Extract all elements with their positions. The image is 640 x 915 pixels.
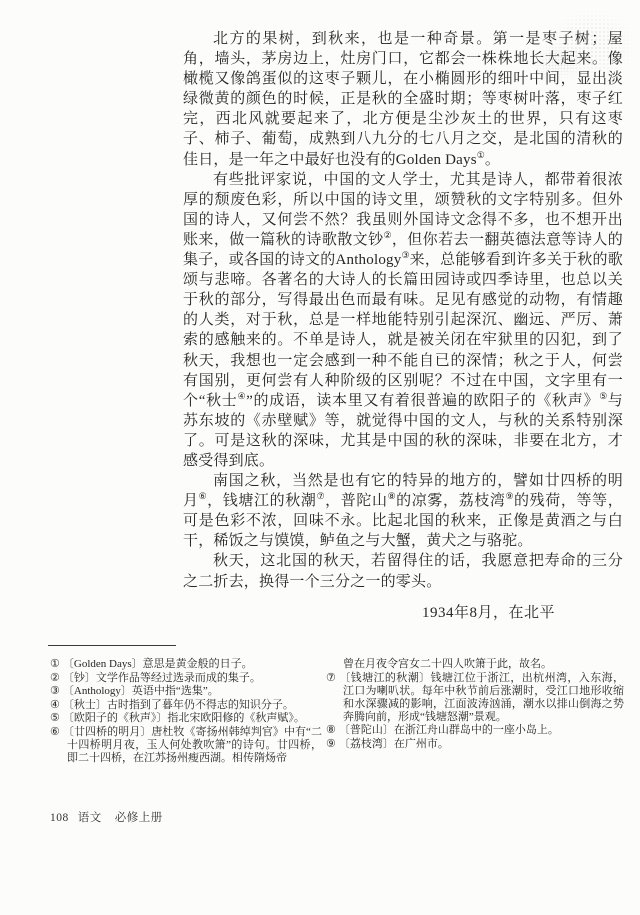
essay-paragraph: 有些批评家说，中国的文人学士，尤其是诗人，都带着很浓厚的颓废色彩，所以中国的诗文里，颂赞秋的文字特别多。但外国的诗人，又何尝不然？我虽则外国诗文念得不多，也不想开出账来，做一篇秋的诗歌散文钞②，但你若去一翻英德法意等诗人的集子，或各国的诗文的Anthology③来，总能够看到许多关于秋的歌颂与悲啼。各著名的大诗人的长篇田园诗或四季诗里，也总以关于秋的部分，写得最出色而最有味。足见有感觉的动物，有情趣的人类，对于秋，总是一样地能特别引起深沉、幽远、严厉、萧索的感触来的。不单是诗人，就是被关闭在牢狱里的囚犯，到了秋天，我想也一定会感到一种不能自已的深情；秋之于人，何尝有国别，更何尝有人种阶级的区别呢？不过在中国，文字里有一个“秋士④”的成语，读本里又有着很普遍的欧阳子的《秋声》⑤与苏东坡的《赤壁赋》等，就觉得中国的文人，与秋的关系特别深了。可是这秋的深味，尤其是中国的秋的深味，非要在北方，才感受得到底。 (183, 171, 624, 469)
footnote-item (50, 672, 322, 685)
footnote-item (50, 699, 322, 712)
essay-paragraph: 北方的果树，到秋来，也是一种奇景。第一是枣子树；屋角，墙头，茅房边上，灶房门口，它都会一株株地长大起来。像橄榄又像鸽蛋似的这枣子颗儿，在小椭圆形的细叶中间，显出淡绿微黄的颜色的时候，正是秋的全盛时期；等枣树叶落，枣子红完，西北风就要起来了，北方便是尘沙灰土的世界，只有这枣子、柿子、葡萄，成熟到八九分的七八月之交，是北国的清秋的佳日，是一年之中最好也没有的Golden Days①。 (183, 31, 623, 168)
footnote-continuation (326, 658, 624, 671)
essay-body (183, 29, 623, 592)
footnote-marker: ⑨ (326, 737, 336, 750)
footnote-marker: ② (50, 671, 60, 684)
footnote-item (326, 724, 624, 737)
footnote-marker: ④ (50, 698, 60, 711)
essay-paragraph: 秋天，这北国的秋天，若留得住的话，我愿意把寿命的三分之二折去，换得一个三分之一的零头。 (183, 553, 623, 590)
footnotes-section (50, 658, 624, 765)
footnote-marker: ⑦ (326, 671, 337, 684)
footnote-marker: ① (50, 658, 60, 670)
footnote-item (50, 658, 322, 671)
footnote-text: 〔秋士〕古时指到了暮年仍不得志的知识分子。 (62, 698, 294, 711)
footnote-marker: ⑧ (326, 724, 336, 736)
essay-dateline: 1934年8月，在北平 (421, 605, 555, 621)
footnote-text: 〔廿四桥的明月〕唐杜牧《寄扬州韩绰判官》中有“二十四桥明月夜，玉人何处教吹箫”的诗句。廿四桥，即二十四桥，在江苏扬州瘦西湖。相传隋炀帝 (62, 725, 322, 764)
footnote-text: 〔钞〕文学作品等经过选录而成的集子。 (62, 671, 261, 684)
footnote-marker: ⑤ (50, 712, 60, 724)
footnote-item (326, 672, 624, 724)
footnote-text: 曾在月夜令宫女二十四人吹箫于此，故名。 (343, 658, 552, 670)
footnote-item (50, 685, 322, 698)
subject-label: 语文 (77, 812, 102, 824)
essay-paragraph: 南国之秋，当然是也有它的特异的地方的，譬如廿四桥的明月⑥，钱塘江的秋潮⑦，普陀山⑧的凉雾，荔枝湾⑨的残荷，等等，可是色彩不浓，回味不永。比起北国的秋来，正像是黄酒之与白干，稀饭之与馍馍，鲈鱼之与大蟹，黄犬之与骆驼。 (183, 473, 623, 550)
footnote-text: 〔荔枝湾〕在广州市。 (338, 737, 449, 750)
footnote-item (50, 712, 322, 725)
footnote-text: 〔Anthology〕英语中指“选集”。 (62, 685, 219, 697)
footnote-item (50, 726, 322, 765)
footnote-text: 〔欧阳子的《秋声》〕指北宋欧阳修的《秋声赋》。 (62, 712, 305, 724)
page-footer (50, 809, 163, 825)
footnote-item (326, 738, 624, 751)
footnote-marker: ⑥ (50, 725, 60, 738)
footnote-divider (48, 645, 176, 646)
page-number: 108 (50, 812, 69, 824)
footnote-text: 〔钱塘江的秋潮〕钱塘江位于浙江，出杭州湾，入东海，江口为喇叭状。每年中秋节前后涨潮时，受江口地形收缩和水深骤减的影响，江面波涛汹涌，潮水以排山倒海之势奔腾向前，形成“钱塘怒潮”景观。 (339, 671, 624, 723)
footnotes-left-column (50, 658, 322, 765)
footnotes-right-column (326, 658, 624, 765)
footnote-text: 〔Golden Days〕意思是黄金般的日子。 (62, 658, 253, 670)
footnote-marker: ③ (50, 685, 60, 697)
footnote-text: 〔普陀山〕在浙江舟山群岛中的一座小岛上。 (338, 724, 559, 736)
volume-label: 必修上册 (114, 812, 163, 824)
